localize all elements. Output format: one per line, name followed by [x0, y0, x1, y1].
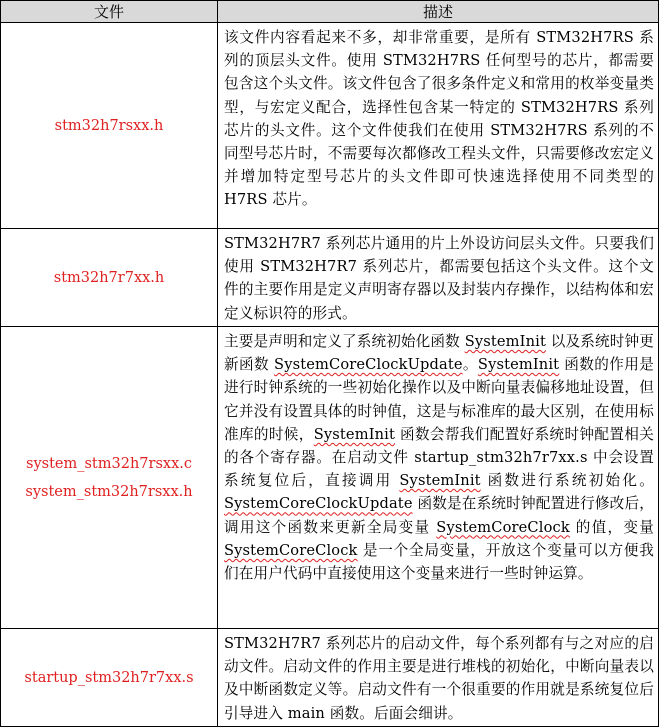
description-cell: [218, 629, 659, 727]
file-name-cell: [1, 629, 218, 727]
function-name-token: SystemCoreClock: [436, 518, 570, 536]
table-row: [1, 629, 659, 727]
description-text: 主要是声明和定义了系统初始化函数: [224, 333, 465, 350]
column-header-description: 描述: [218, 1, 659, 23]
description-text: STM32H7R7 系列芯片的启动文件，每个系列都有与之对应的启动文件。启动文件的作用主要是进行堆栈的初始化，中断向量表以及中断函数定义等。启动文件有一个很重要的作用就是系统复位后引导进入 main 函数。后面会细讲。: [224, 635, 654, 722]
function-name-token: SystemInit: [313, 425, 395, 443]
function-name-token: SystemCoreClock: [224, 541, 358, 559]
function-name-token: SystemCoreClockUpdate: [274, 356, 463, 374]
description-text: 该文件内容看起来不多，却非常重要，是所有 STM32H7RS 系列的顶层头文件。使用 STM32H7RS 任何型号的芯片，都需要包含这个头文件。该文件包含了很多条件定义和常用的枚举变量类型，与宏定义配合，选择性包含某一特定的 STM32H7RS 系列芯片的头文件。这个文件使我们在使用 STM32H7RS 系列的不同型号芯片时，不需要每次都修改工程头文件，只需要修改宏定义并增加特定型号芯片的头文件即可快速选择使用不同类型的 H7RS 芯片。: [224, 29, 654, 209]
column-header-file: 文件: [1, 1, 218, 23]
table-row: [1, 229, 659, 327]
description-text: 以及系统时钟更新函数: [224, 333, 654, 374]
table-header-row: [1, 1, 659, 23]
file-name: stm32h7r7xx.h: [53, 269, 165, 286]
function-name-token: SystemInit: [399, 472, 481, 490]
table-row: [1, 23, 659, 229]
description-cell: [218, 229, 659, 327]
file-name-cell: [1, 229, 218, 327]
table-row: [1, 327, 659, 629]
function-name-token: SystemInit: [464, 333, 546, 350]
description-text: 函数的作用是进行时钟系统的一些初始化操作以及中断向量表偏移地址设置，但它并没有设置具体的时钟值，这是与标准库的最大区别，在使用标准库的时候，: [224, 356, 654, 443]
description-text: 的值，变量: [569, 518, 654, 536]
file-name-cell: [1, 327, 218, 629]
description-text: 是一个全局变量，开放这个变量可以方便我们在用户代码中直接使用这个变量来进行一些时钟运算。: [224, 541, 654, 583]
description-text: 函数是在系统时钟配置进行修改后，调用这个函数来更新全局变量: [224, 495, 654, 536]
file-name: stm32h7rsxx.h: [54, 117, 164, 134]
function-name-token: SystemInit: [477, 356, 560, 374]
file-name-cell: [1, 23, 218, 229]
file-name: startup_stm32h7r7xx.s: [24, 669, 194, 686]
description-text: 。: [462, 356, 478, 374]
file-name: system_stm32h7rsxx.h: [25, 483, 193, 500]
description-text: 函数会帮我们配置好系统时钟配置相关的各个寄存器。在启动文件 startup_stm32h7r7xx.s 中会设置系统复位后，直接调用: [224, 425, 654, 490]
description-cell: [218, 327, 659, 629]
function-name-token: SystemCoreClockUpdate: [224, 495, 413, 513]
file-name: system_stm32h7rsxx.c: [26, 455, 192, 472]
description-cell: [218, 23, 659, 229]
description-text: STM32H7R7 系列芯片通用的片上外设访问层头文件。只要我们使用 STM32H7R7 系列芯片，都需要包括这个头文件。这个文件的主要作用是定义声明寄存器以及封装内存操作，以结构体和宏定义标识符的形式。: [224, 235, 654, 322]
description-text: 函数进行系统初始化。: [480, 472, 654, 490]
